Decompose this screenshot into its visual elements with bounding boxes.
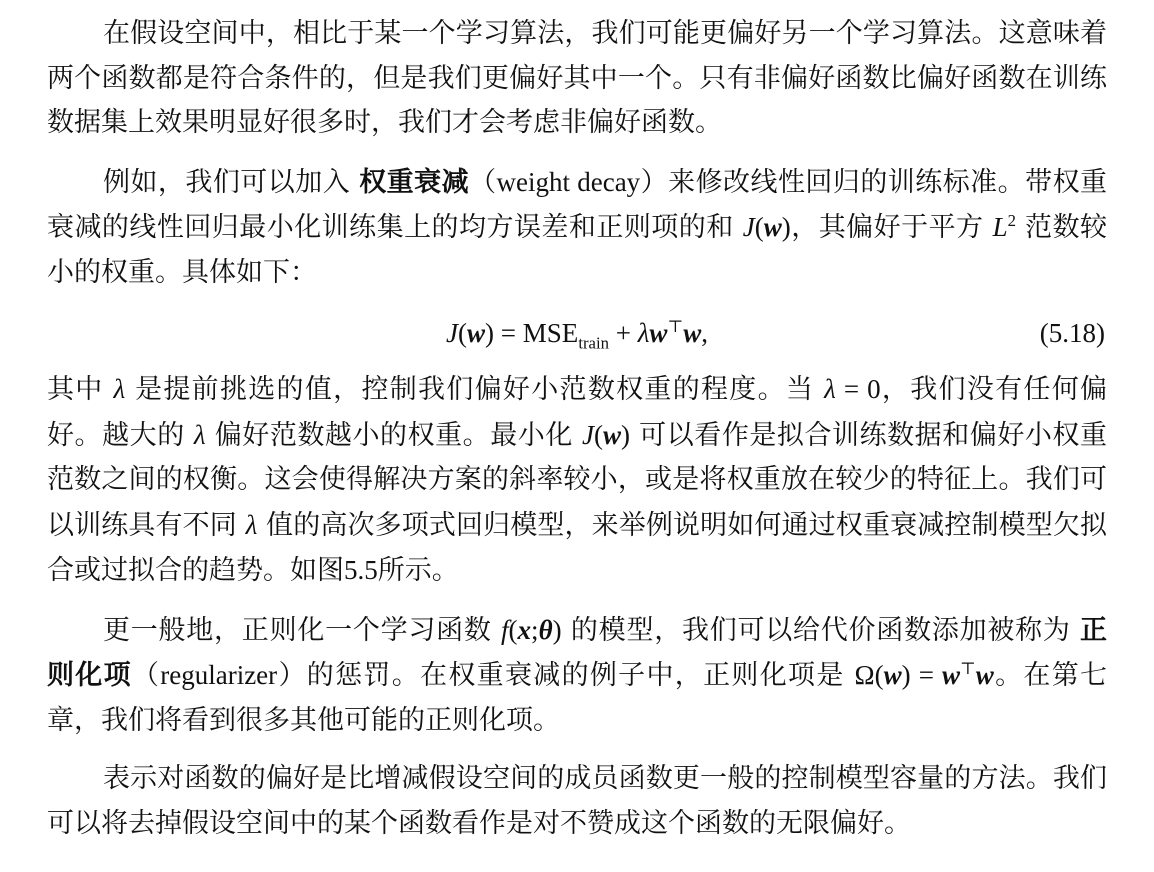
text-run: 可以看作是拟合训练数据和偏好小权重范数之间的权衡。这会使得解决方案的斜率较小，或是将权重放在较少的特征上。我们可以训练具有不同: [47, 419, 1107, 541]
math-symbol-w: w: [763, 212, 782, 242]
equation-body: [47, 311, 1107, 355]
math-equals: =: [494, 318, 523, 348]
math-plus: +: [608, 318, 638, 348]
math-symbol-w: w: [683, 318, 702, 348]
paragraph-regularizer: [47, 608, 1107, 744]
text-run: 的模型，我们可以给代价函数添加被称为: [561, 614, 1080, 646]
equation-number: (5.18): [1039, 318, 1105, 348]
math-symbol-w: w: [603, 419, 622, 450]
math-symbol-J: J: [446, 318, 459, 348]
math-symbol-w: w: [649, 318, 668, 348]
math-paren: ): [552, 614, 562, 645]
paragraph-weight-decay-intro: [47, 160, 1107, 296]
math-subscript-train: train: [578, 333, 609, 353]
math-L2: [993, 212, 1016, 243]
math-equals: =: [910, 660, 942, 690]
paragraph-gap: [47, 743, 1107, 757]
math-lambda-equals-zero: [824, 374, 881, 405]
math-semicolon: ;: [531, 614, 539, 645]
math-symbol-lambda: λ: [824, 374, 836, 404]
text-run: ，其偏好于平方: [790, 212, 993, 243]
text-run: 其中: [47, 374, 114, 405]
text-run: 。在第七章，我们将看到很多其他可能的正则化项。: [47, 660, 1108, 736]
paragraph-infinite-preference: 表示对函数的偏好是比增减假设空间的成员函数更一般的控制模型容量的方法。我们可以将去掉假设空间中的某个函数看作是对不赞成这个函数的无限偏好。: [47, 763, 1107, 839]
math-transpose: ⊤: [667, 317, 684, 336]
math-symbol-w: w: [883, 660, 902, 690]
math-superscript-2: 2: [1007, 211, 1016, 230]
term-weight-decay: 权重衰减: [359, 166, 470, 198]
english-term-weight-decay: weight decay: [496, 166, 641, 197]
math-symbol-lambda: λ: [113, 374, 126, 404]
math-symbol-J: J: [582, 419, 595, 450]
math-symbol-x: x: [517, 614, 532, 645]
text-run: ，我们没有任何偏好。越大的: [47, 374, 1108, 451]
term-regularizer: 正则化项: [47, 614, 1107, 691]
paragraph-gap: [47, 594, 1107, 608]
text-run: （: [131, 660, 161, 691]
math-symbol-w: w: [942, 660, 961, 690]
math-symbol-lambda: λ: [245, 509, 258, 540]
math-mse: MSE: [522, 318, 579, 348]
document-page: [47, 12, 1107, 846]
math-equals-zero: = 0: [835, 374, 881, 404]
math-paren: ): [621, 419, 631, 450]
math-symbol-lambda: λ: [637, 318, 650, 348]
text-run: 偏好范数越小的权重。最小化: [205, 419, 583, 451]
math-symbol-w: w: [975, 660, 994, 690]
math-symbol-L: L: [992, 212, 1008, 242]
paragraph-hypothesis-preference: 在假设空间中，相比于某一个学习算法，我们可能更偏好另一个学习算法。这意味着两个函数都是符合条件的，但是我们更偏好其中一个。只有非偏好函数比偏好函数在训练数据集上效果明显好很多时，我们才会考虑非偏好函数。: [47, 18, 1107, 138]
math-symbol-J: J: [742, 212, 755, 242]
math-J-of-w: [582, 420, 630, 451]
math-paren: ): [901, 660, 911, 690]
math-paren: (: [508, 614, 518, 645]
math-paren: (: [754, 212, 764, 242]
math-omega-of-w: [855, 660, 994, 691]
paragraph-lambda-explanation: [47, 367, 1107, 594]
math-paren: (: [874, 660, 884, 690]
figure-reference-link[interactable]: 5.5: [344, 555, 378, 585]
english-term-regularizer: regularizer: [160, 660, 278, 690]
math-symbol-f: f: [501, 614, 509, 645]
math-paren: ): [485, 318, 495, 348]
text-run: ）的惩罚。在权重衰减的例子中，正则化项是: [277, 660, 855, 691]
math-symbol-w: w: [467, 318, 486, 348]
math-symbol-theta: θ: [538, 614, 553, 645]
math-symbol-lambda: λ: [193, 419, 206, 450]
math-J-of-w: [743, 212, 791, 243]
math-symbol-omega: Ω: [854, 660, 875, 690]
math-paren: (: [458, 318, 468, 348]
math-transpose: ⊤: [960, 659, 976, 678]
paragraph-gap: [47, 146, 1107, 160]
equation-5-18: [47, 305, 1107, 363]
math-paren: ): [781, 212, 791, 242]
text-run: 范数较小的权重。具体如下：: [47, 212, 1107, 288]
text-run: 是提前挑选的值，控制我们偏好小范数权重的程度。当: [125, 374, 825, 405]
math-comma: ,: [701, 318, 708, 348]
math-f-of-x-theta: [501, 615, 562, 646]
text-run: （: [469, 166, 497, 198]
text-run: 值的高次多项式回归模型，来举例说明如何通过权重衰减控制模型欠拟合或过拟合的趋势。如图: [47, 509, 1107, 586]
text-run: 更一般地，正则化一个学习函数: [103, 614, 502, 646]
math-paren: (: [594, 419, 604, 450]
text-run: ）来修改线性回归的训练标准。带权重衰减的线性回归最小化训练集上的均方误差和正则项的和: [47, 166, 1108, 243]
text-run: 例如，我们可以加入: [103, 166, 360, 198]
text-run: 所示。: [377, 555, 459, 586]
